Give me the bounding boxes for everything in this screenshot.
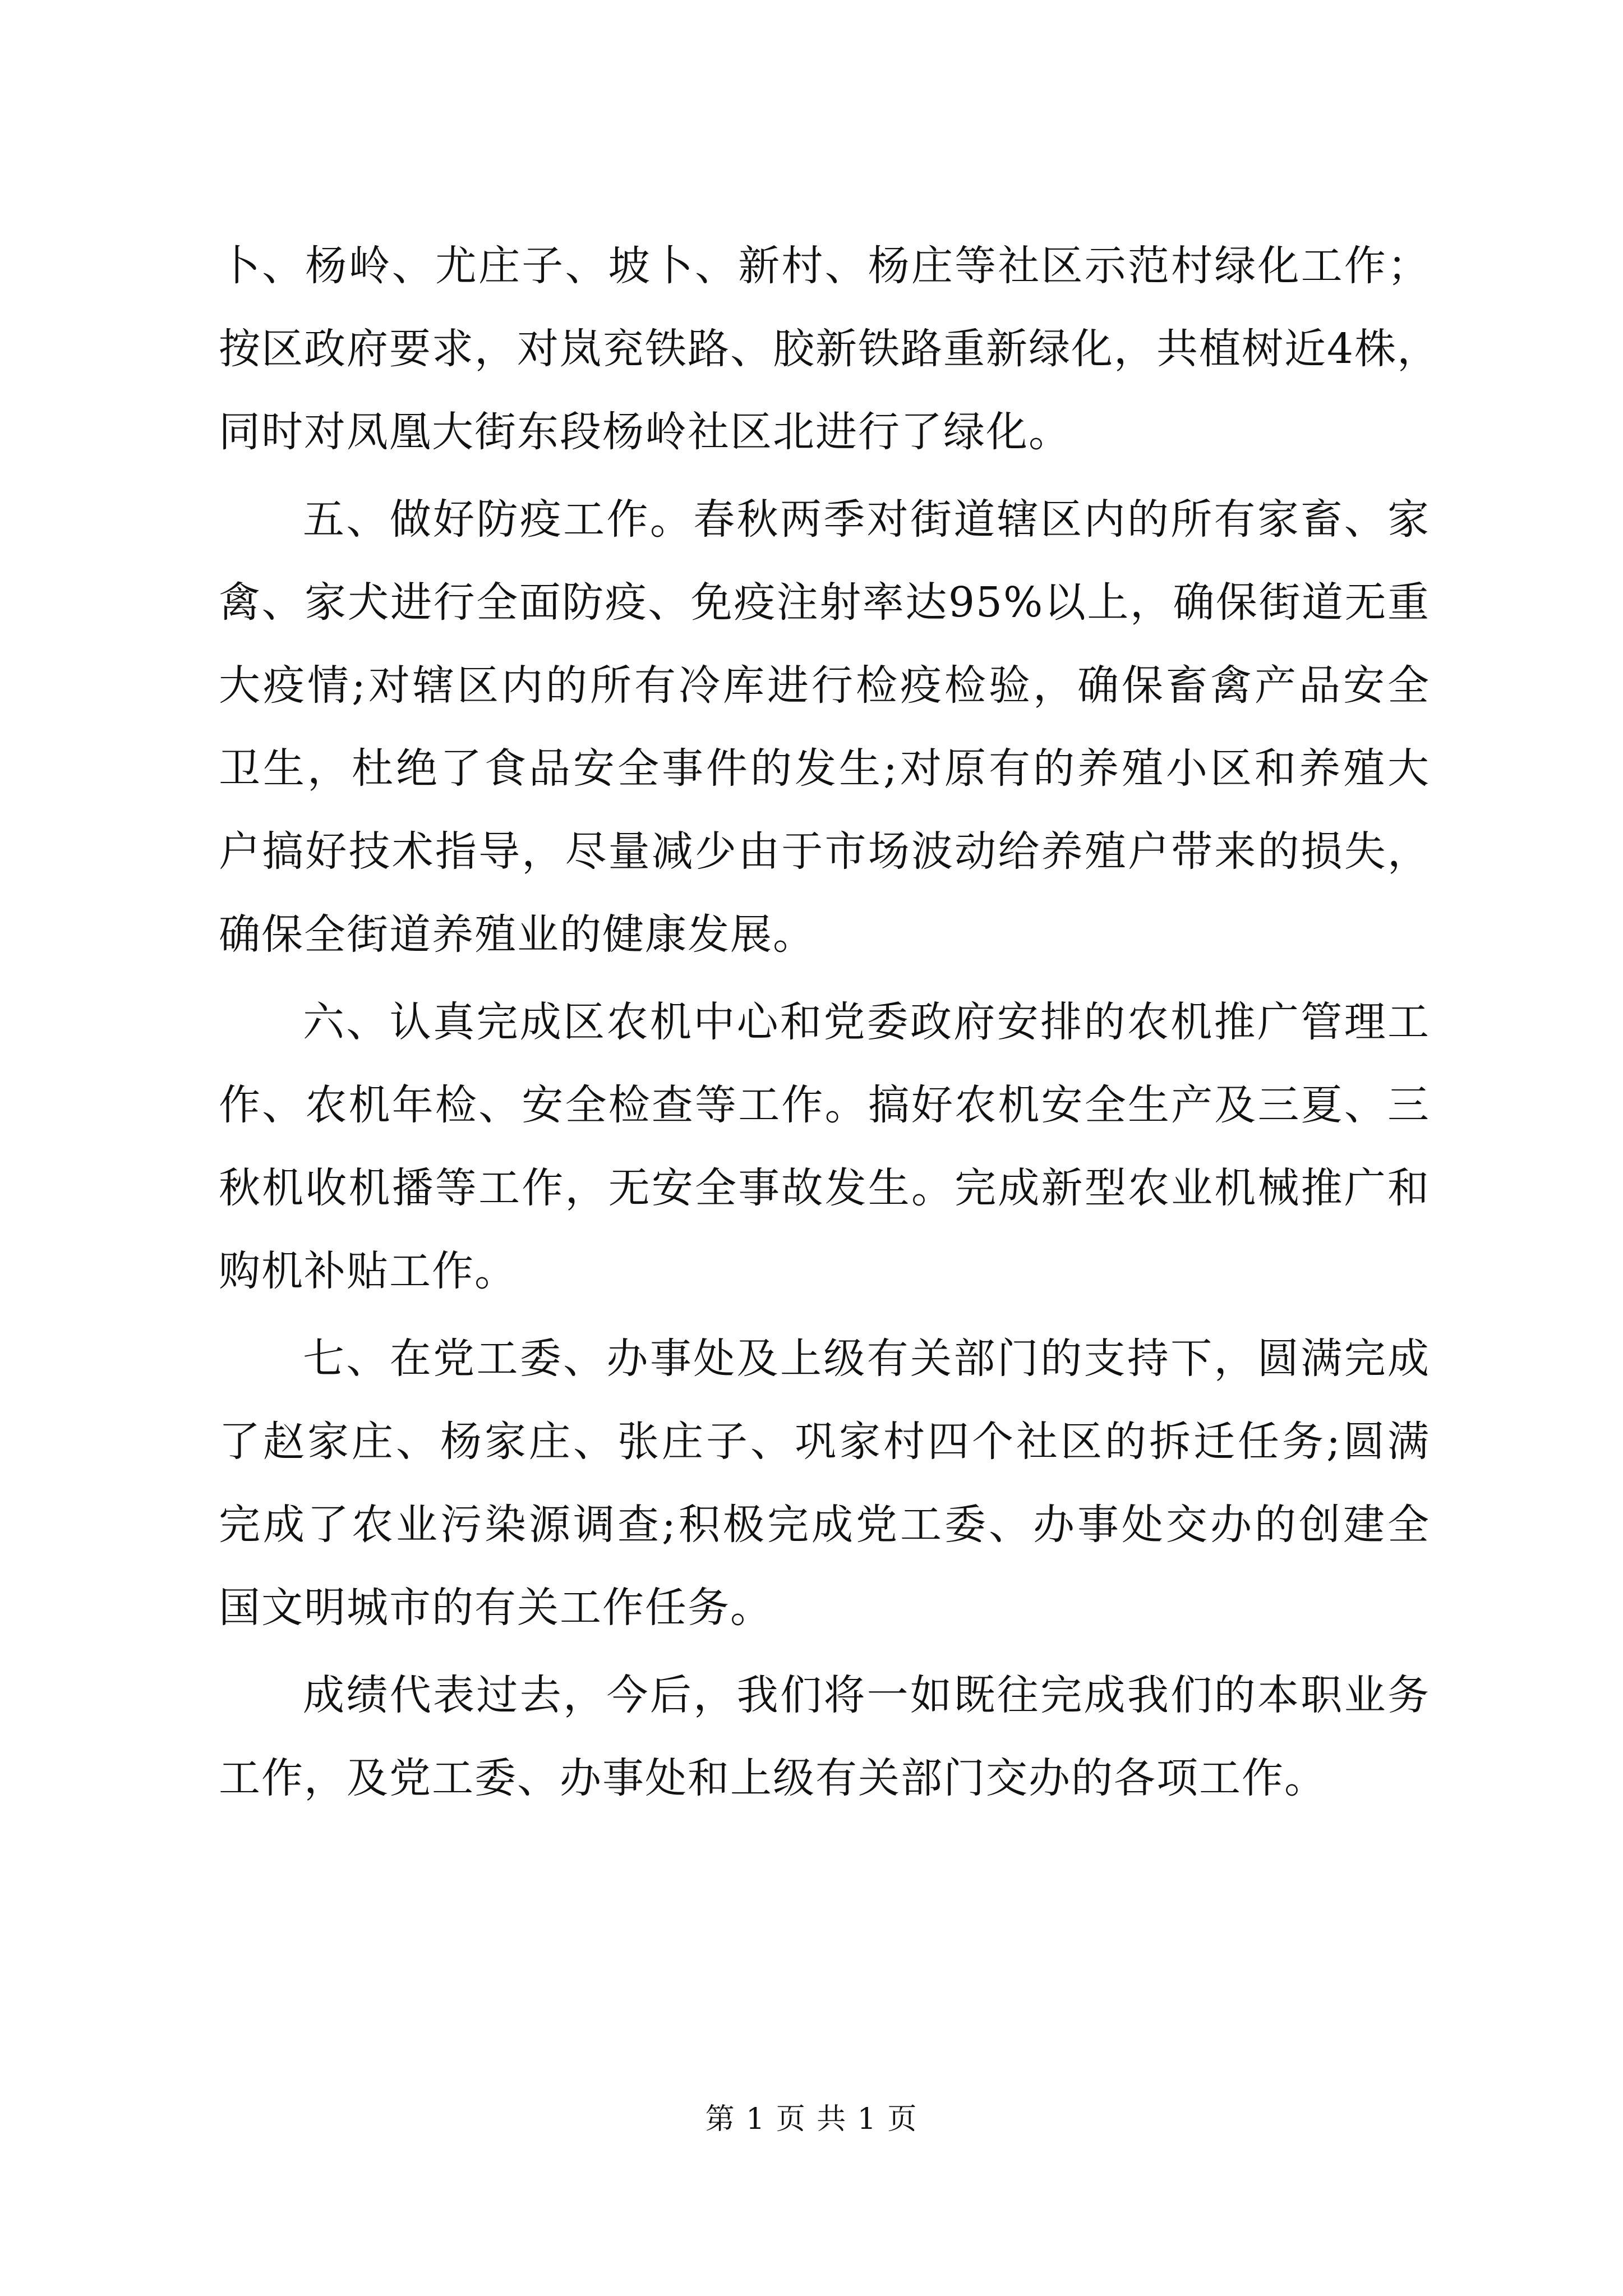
paragraph-line: 禽、家犬进行全面防疫、免疫注射率达95%以上，确保街道无重 (219, 578, 1430, 627)
paragraph-line: 成绩代表过去，今后，我们将一如既往完成我们的本职业务 (303, 1671, 1430, 1719)
paragraph-line: 秋机收机播等工作，无安全事故发生。完成新型农业机械推广和 (219, 1164, 1430, 1212)
paragraph-line: 了赵家庄、杨家庄、张庄子、巩家村四个社区的拆迁任务;圆满 (219, 1418, 1430, 1466)
paragraph-line: 大疫情;对辖区内的所有冷库进行检疫检验，确保畜禽产品安全 (219, 661, 1430, 710)
paragraph (219, 981, 1430, 1313)
paragraph (219, 1317, 1430, 1649)
paragraph-gap (219, 1649, 1430, 1654)
paragraph-line: 国文明城市的有关工作任务。 (219, 1584, 773, 1632)
paragraph-line: 作、农机年检、安全检查等工作。搞好农机安全生产及三夏、三 (219, 1081, 1430, 1129)
paragraph-line: 确保全街道养殖业的健康发展。 (219, 910, 815, 959)
paragraph-line: 工作，及党工委、办事处和上级有关部门交办的各项工作。 (219, 1754, 1327, 1802)
paragraph-line: 同时对凤凰大街东段杨岭社区北进行了绿化。 (219, 408, 1071, 456)
paragraph-gap (219, 1313, 1430, 1317)
page-footer: 第 1 页 共 1 页 (705, 2102, 918, 2136)
paragraph-line: 五、做好防疫工作。春秋两季对街道辖区内的所有家畜、家 (303, 495, 1430, 544)
paragraph (219, 478, 1430, 976)
paragraph-line: 按区政府要求，对岚兖铁路、胶新铁路重新绿化，共植树近4株， (219, 325, 1440, 373)
paragraph-gap (219, 473, 1430, 478)
paragraph-line: 七、在党工委、办事处及上级有关部门的支持下，圆满完成 (303, 1335, 1430, 1383)
paragraph (219, 224, 1440, 473)
paragraph-line: 六、认真完成区农机中心和党委政府安排的农机推广管理工 (303, 998, 1430, 1046)
paragraph-gap (219, 976, 1430, 981)
paragraph-line: 完成了农业污染源调查;积极完成党工委、办事处交办的创建全 (219, 1501, 1430, 1549)
paragraph-line: 卜、杨岭、尤庄子、坡卜、新村、杨庄等社区示范村绿化工作； (219, 242, 1430, 290)
paragraph (219, 1654, 1430, 1820)
paragraph-line: 卫生，杜绝了食品安全事件的发生;对原有的养殖小区和养殖大 (219, 744, 1430, 793)
paragraph-line: 户搞好技术指导，尽量减少由于市场波动给养殖户带来的损失， (219, 827, 1430, 876)
paragraph-line: 购机补贴工作。 (219, 1247, 517, 1295)
document-body (219, 224, 1440, 1820)
